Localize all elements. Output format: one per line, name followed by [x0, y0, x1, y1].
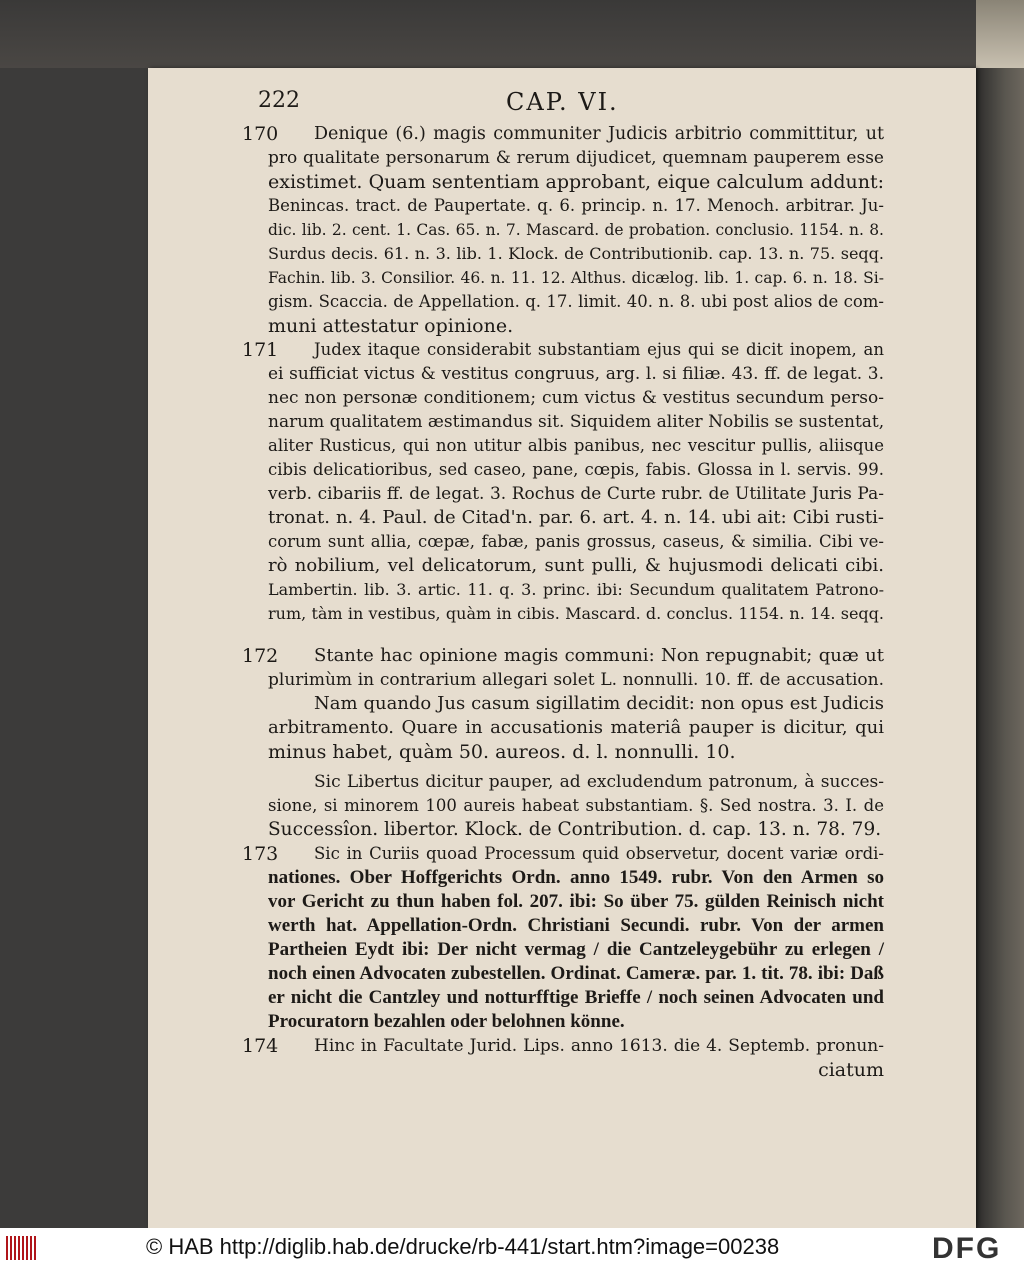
text-line: vor Gericht zu thun haben fol. 207. ibi: So über 75. gülden Reinisch nicht — [268, 891, 884, 912]
text-line: Sic in Curiis quoad Processum quid observetur, docent variæ ordi- — [314, 844, 884, 863]
text-line: minus habet, quàm 50. aureos. d. l. nonnulli. 10. — [268, 741, 736, 763]
text-line: aliter Rusticus, qui non utitur albis panibus, nec vescitur pullis, aliisque — [268, 436, 884, 455]
book-gutter — [976, 68, 1024, 1228]
text-line: sione, si minorem 100 aureis habeat substantiam. §. Sed nostra. 3. I. de — [268, 796, 884, 815]
catchword: ciatum — [818, 1059, 884, 1081]
book-page — [148, 68, 976, 1228]
text-line: Judex itaque considerabit substantiam ejus qui se dicit inopem, an — [314, 340, 884, 359]
text-line: Hinc in Facultate Jurid. Lips. anno 1613. die 4. Septemb. pronun- — [314, 1036, 884, 1056]
text-line: Surdus decis. 61. n. 3. lib. 1. Klock. de Contributionib. cap. 13. n. 75. seqq. — [268, 244, 884, 263]
text-line: Stante hac opinione magis communi: Non repugnabit; quæ ut — [314, 645, 884, 666]
text-line: nec non personæ conditionem; cum victus & vestitus secundum perso- — [268, 388, 884, 408]
text-line: Nam quando Jus casum sigillatim decidit: non opus est Judicis — [314, 693, 884, 714]
text-line: muni attestatur opinione. — [268, 315, 514, 337]
text-line: verb. cibariis ff. de legat. 3. Rochus de Curte rubr. de Utilitate Juris Pa- — [268, 484, 884, 504]
text-line: Procuratorn bezahlen oder belohnen könne. — [268, 1011, 625, 1032]
text-line: Successîon. libertor. Klock. de Contribution. d. cap. 13. n. 78. 79. — [268, 819, 882, 840]
page-number: 222 — [258, 88, 300, 113]
margin-number: 170 — [242, 123, 279, 145]
text-line: narum qualitatem æstimandus sit. Siquidem aliter Nobilis se sustentat, — [268, 412, 885, 432]
text-line: gism. Scaccia. de Appellation. q. 17. limit. 40. n. 8. ubi post alios de com- — [268, 292, 884, 311]
text-line: dic. lib. 2. cent. 1. Cas. 65. n. 7. Mascard. de probation. conclusio. 1154. n. 8. — [268, 221, 884, 239]
page-text — [148, 68, 976, 1228]
text-line: cibis delicatioribus, sed caseo, pane, cœpis, fabis. Glossa in l. servis. 99. — [268, 460, 884, 479]
next-page-edge — [976, 0, 1024, 68]
footer-bar — [0, 1228, 1024, 1268]
text-line: Partheien Eydt ibi: Der nicht vermag / die Cantzeleygebühr zu erlegen / — [268, 939, 884, 960]
margin-number: 174 — [242, 1035, 279, 1057]
text-line: existimet. Quam sententiam approbant, eique calculum addunt: — [268, 171, 884, 193]
margin-number: 172 — [242, 645, 279, 667]
text-line: noch einen Advocaten zubestellen. Ordinat. Cameræ. par. 1. tit. 78. ibi: Daß — [268, 963, 884, 984]
text-line: rò nobilium, vel delicatorum, sunt pulli, & hujusmodi delicati cibi. — [268, 555, 884, 576]
text-line: Sic Libertus dicitur pauper, ad excludendum patronum, à succes- — [314, 772, 884, 792]
text-line: Denique (6.) magis communiter Judicis arbitrio committitur, ut — [314, 124, 884, 144]
text-line: werth hat. Appellation-Ordn. Christiani Secundi. rubr. Von der armen — [268, 915, 884, 936]
text-line: corum sunt allia, cœpæ, fabæ, panis grossus, caseus, & similia. Cibi ve- — [268, 532, 884, 551]
text-line: plurimùm in contrarium allegari solet L. nonnulli. 10. ff. de accusation. — [268, 670, 884, 690]
margin-number: 173 — [242, 843, 279, 865]
text-line: nationes. Ober Hoffgerichts Ordn. anno 1549. rubr. Von den Armen so — [268, 867, 884, 888]
barcode-icon — [6, 1236, 40, 1260]
running-header — [258, 88, 918, 120]
text-line: pro qualitate personarum & rerum dijudicet, quemnam pauperem esse — [268, 148, 884, 168]
text-line: Lambertin. lib. 3. artic. 11. q. 3. princ. ibi: Secundum qualitatem Patrono- — [268, 580, 884, 599]
text-line: tronat. n. 4. Paul. de Citad'n. par. 6. art. 4. n. 14. ubi ait: Cibi rusti- — [268, 507, 884, 528]
text-line: Benincas. tract. de Paupertate. q. 6. princip. n. 17. Menoch. arbitrar. Ju- — [268, 196, 884, 215]
text-line: ei sufficiat victus & vestitus congruus, arg. l. si filiæ. 43. ff. de legat. 3. — [268, 364, 884, 384]
text-line: er nicht die Cantzley und notturfftige Brieffe / noch seinen Advocaten und — [268, 987, 884, 1008]
text-line: rum, tàm in vestibus, quàm in cibis. Mascard. d. conclus. 1154. n. 14. seqq. — [268, 604, 884, 623]
margin-number: 171 — [242, 339, 279, 361]
source-link[interactable]: © HAB http://diglib.hab.de/drucke/rb-441/start.htm?image=00238 — [146, 1234, 780, 1259]
chapter-heading: CAP. VI. — [506, 88, 619, 116]
text-line: Fachin. lib. 3. Consilior. 46. n. 11. 12. Althus. dicælog. lib. 1. cap. 6. n. 18. Si- — [268, 269, 884, 287]
text-line: arbitramento. Quare in accusationis materiâ pauper is dicitur, qui — [268, 717, 884, 738]
dfg-logo: DFG — [932, 1232, 1002, 1265]
viewer-top-border — [0, 0, 1024, 68]
